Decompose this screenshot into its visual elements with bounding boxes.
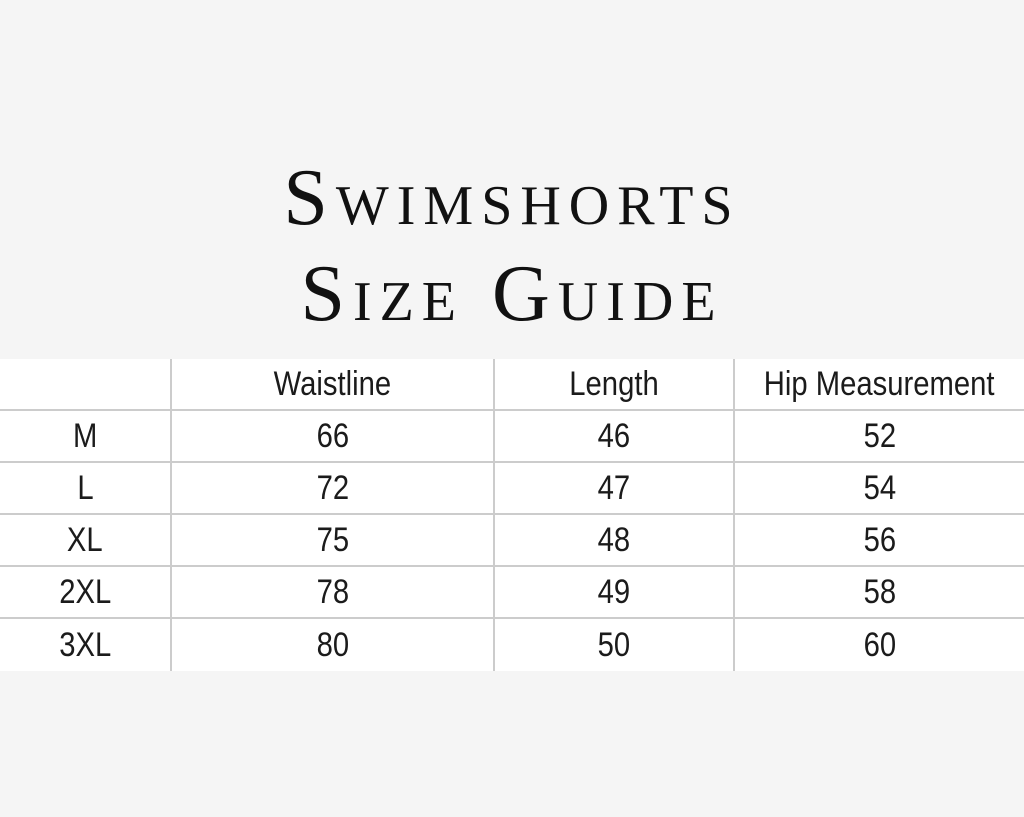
- size-cell: 2XL: [0, 567, 172, 619]
- length-cell: 46: [495, 411, 735, 463]
- waistline-cell: 66: [172, 411, 495, 463]
- column-header-length: Length: [495, 359, 735, 411]
- column-header-hip: Hip Measurement: [735, 359, 1024, 411]
- size-cell: L: [0, 463, 172, 515]
- waistline-cell: 78: [172, 567, 495, 619]
- page-title-line2: Size Guide: [300, 250, 724, 338]
- waistline-cell: 80: [172, 619, 495, 671]
- waistline-cell: 72: [172, 463, 495, 515]
- length-cell: 50: [495, 619, 735, 671]
- column-header-size: [0, 359, 172, 411]
- length-cell: 49: [495, 567, 735, 619]
- waistline-cell: 75: [172, 515, 495, 567]
- hip-cell: 52: [735, 411, 1024, 463]
- column-header-waistline: Waistline: [172, 359, 495, 411]
- page-title-line1: Swimshorts: [283, 154, 741, 242]
- size-guide-table: [0, 359, 1024, 671]
- hip-cell: 54: [735, 463, 1024, 515]
- page-title: [0, 150, 1024, 342]
- hip-cell: 56: [735, 515, 1024, 567]
- length-cell: 48: [495, 515, 735, 567]
- hip-cell: 58: [735, 567, 1024, 619]
- size-cell: M: [0, 411, 172, 463]
- length-cell: 47: [495, 463, 735, 515]
- size-cell: 3XL: [0, 619, 172, 671]
- size-cell: XL: [0, 515, 172, 567]
- hip-cell: 60: [735, 619, 1024, 671]
